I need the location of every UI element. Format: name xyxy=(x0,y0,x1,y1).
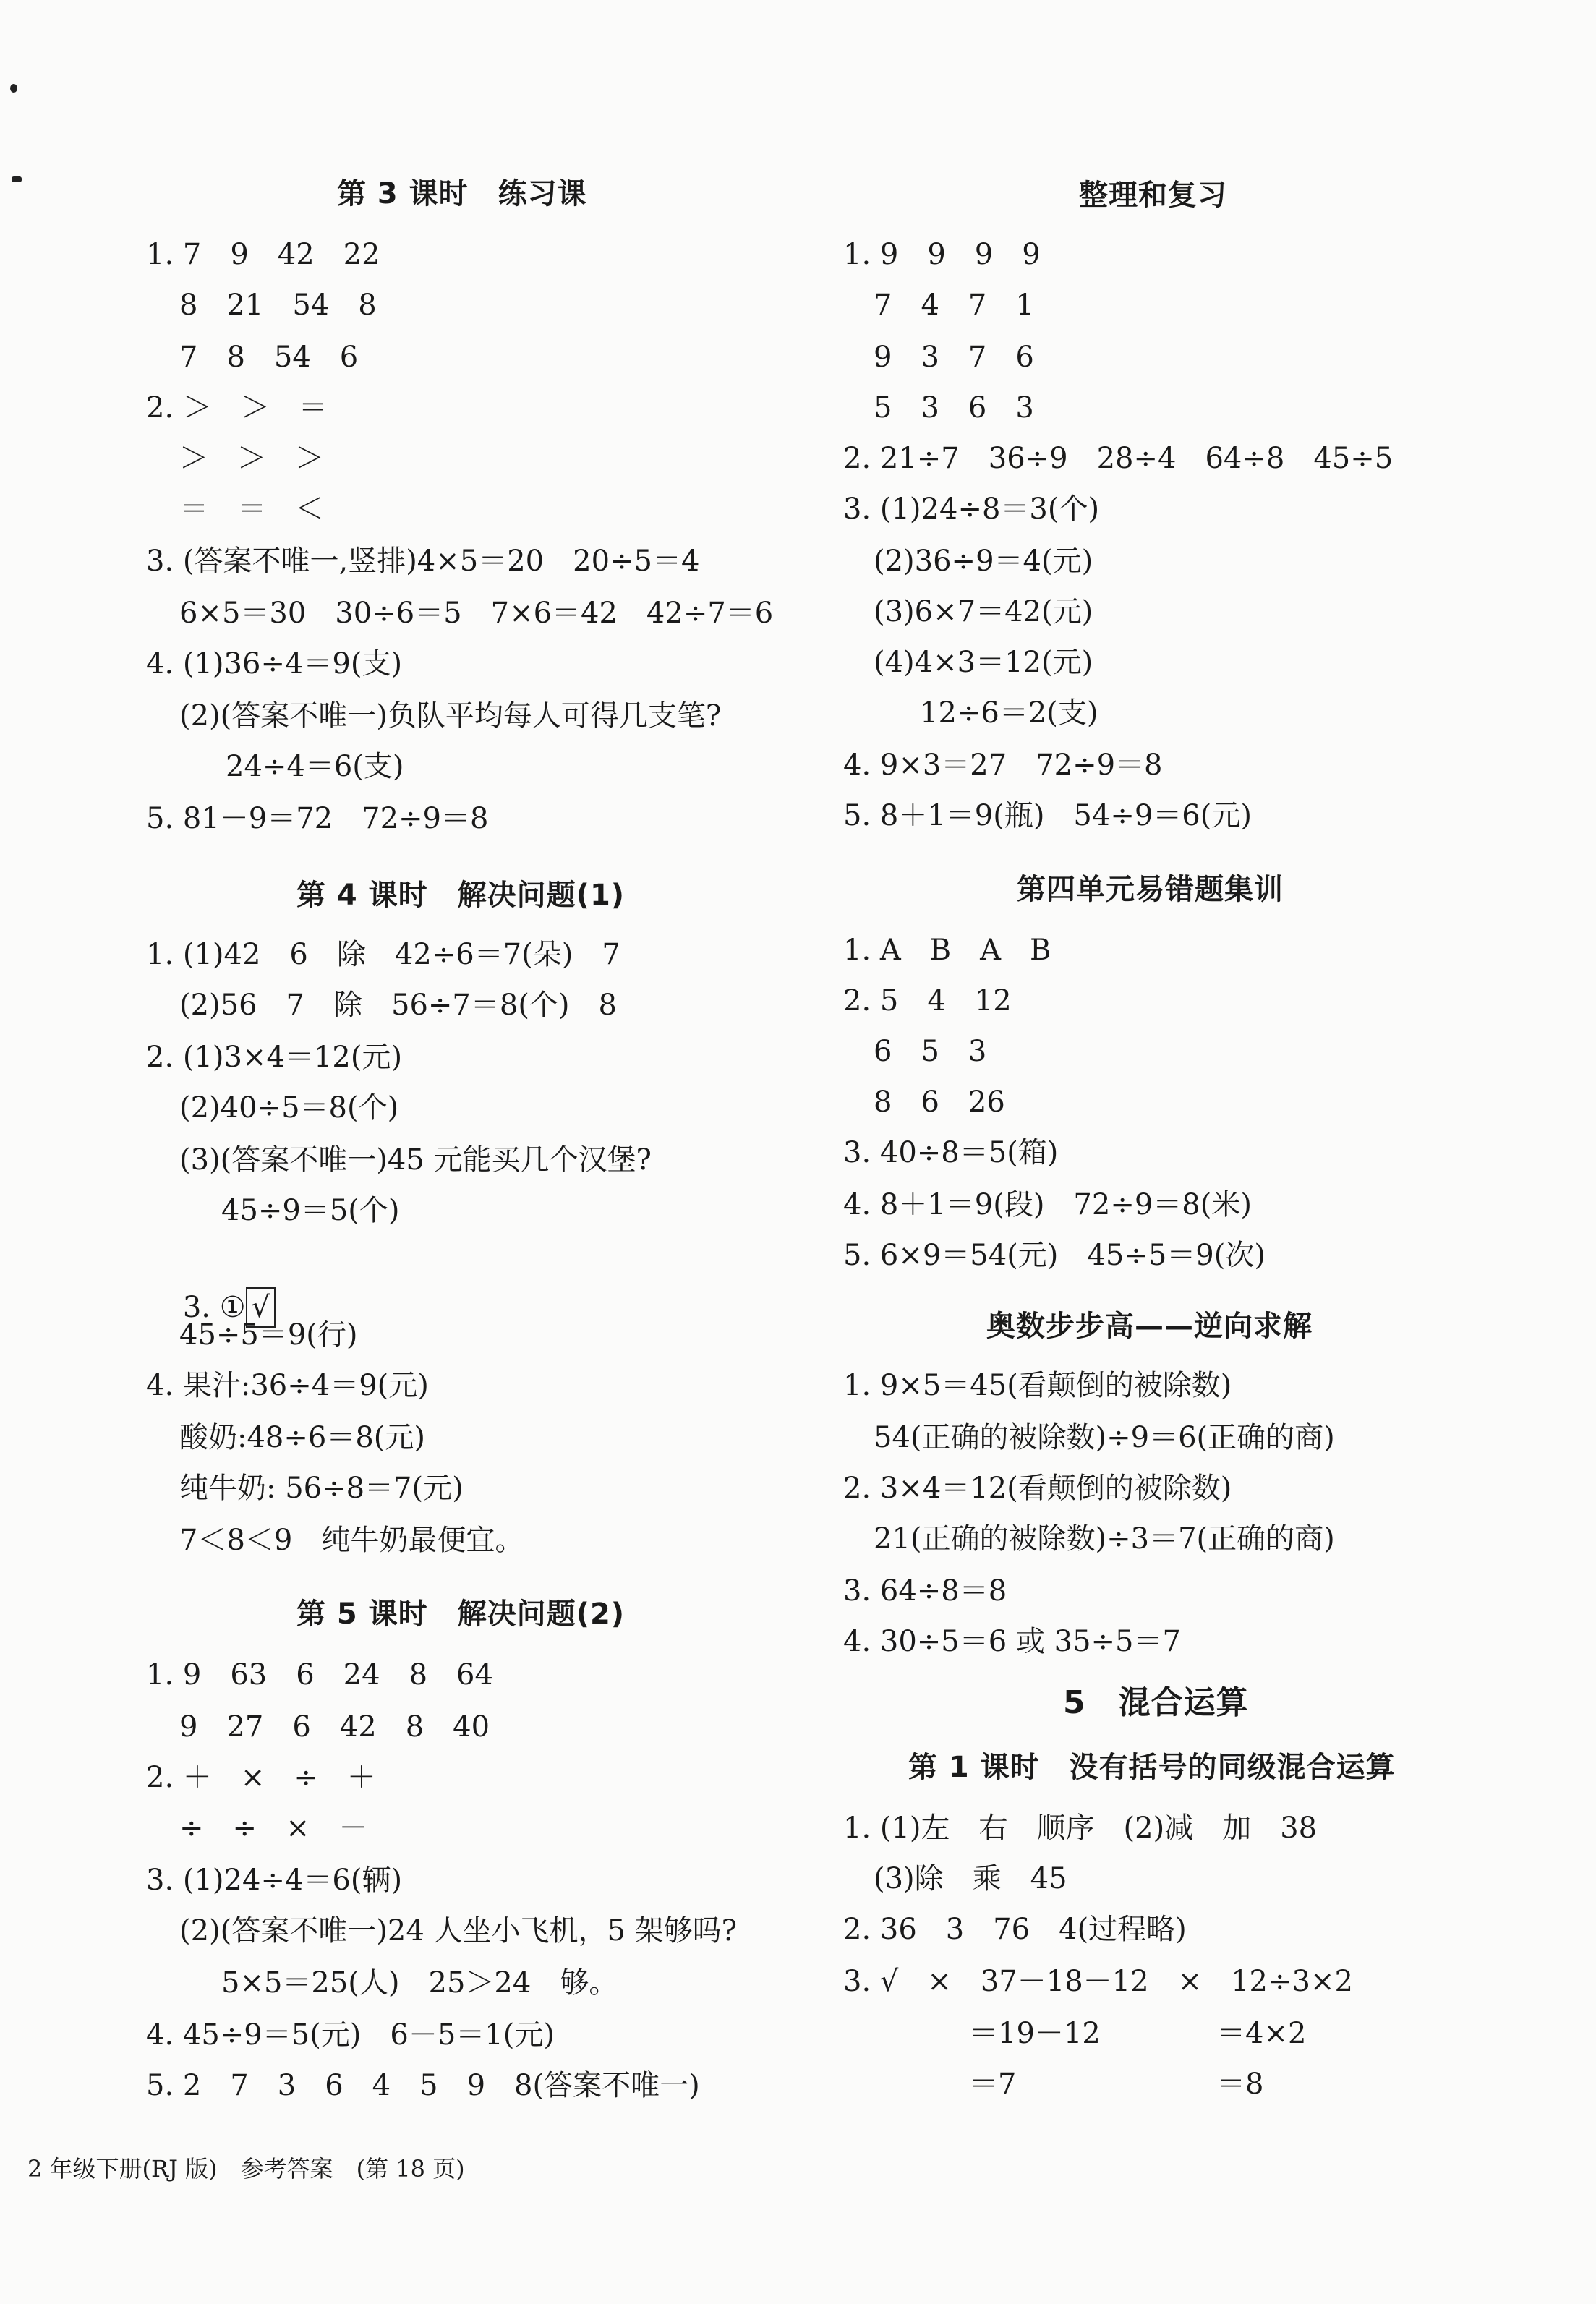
answer-line: (2)(答案不唯一)24 人坐小飞机，5 架够吗? xyxy=(179,1914,738,1947)
answer-line: 4. 9×3＝27 72÷9＝8 xyxy=(843,748,1163,782)
answer-line: ＝8 xyxy=(1216,2068,1264,2101)
answer-line: 7＜8＜9 纯牛奶最便宜。 xyxy=(179,1524,524,1557)
answer-line: 5 3 6 3 xyxy=(874,391,1034,424)
answer-line: 2. 21÷7 36÷9 28÷4 64÷8 45÷5 xyxy=(843,442,1394,475)
answer-line: 3. 64÷8＝8 xyxy=(843,1574,1007,1608)
answer-line: 9 27 6 42 8 40 xyxy=(179,1710,490,1744)
answer-line: ＝ ＝ ＜ xyxy=(179,492,324,526)
answer-line: 3. 40÷8＝5(箱) xyxy=(843,1136,1059,1169)
answer-line: (2)56 7 除 56÷7＝8(个) 8 xyxy=(179,989,617,1022)
answer-line: 3. (1)24÷4＝6(辆) xyxy=(146,1864,403,1897)
answer-line: 8 21 54 8 xyxy=(179,289,377,322)
answer-line: 12÷6＝2(支) xyxy=(920,696,1098,730)
answer-line: 2. ＋ × ÷ ＋ xyxy=(146,1761,376,1794)
answer-line: 8 6 26 xyxy=(874,1085,1005,1119)
answer-line: 21(正确的被除数)÷3＝7(正确的商) xyxy=(874,1522,1335,1556)
answer-line: 2. 5 4 12 xyxy=(843,984,1012,1017)
answer-line: 1. (1)42 6 除 42÷6＝7(朵) 7 xyxy=(146,938,620,971)
answer-line: 4. (1)36÷4＝9(支) xyxy=(146,647,403,680)
answer-line: 5. 2 7 3 6 4 5 9 8(答案不唯一) xyxy=(146,2069,700,2102)
scan-mark-dot xyxy=(10,84,17,93)
answer-line: (4)4×3＝12(元) xyxy=(874,646,1093,679)
answer-line: 4. 8＋1＝9(段) 72÷9＝8(米) xyxy=(843,1188,1252,1221)
answer-line: 6 5 3 xyxy=(874,1035,987,1068)
answer-line: 24÷4＝6(支) xyxy=(226,750,404,783)
answer-line: 7 8 54 6 xyxy=(179,341,359,374)
answer-line: ＝7 xyxy=(969,2068,1017,2101)
section-title: 奥数步步高——逆向求解 xyxy=(986,1310,1313,1343)
answer-line: 1. 9×5＝45(看颠倒的被除数) xyxy=(843,1369,1232,1402)
answer-line: 2. 3×4＝12(看颠倒的被除数) xyxy=(843,1472,1232,1505)
unit-title: 5 混合运算 xyxy=(1063,1684,1249,1721)
section-title: 第 3 课时 练习课 xyxy=(337,177,587,210)
scan-mark-tick xyxy=(12,176,22,182)
answer-line: 45÷9＝5(个) xyxy=(221,1194,400,1227)
answer-line: (2)36÷9＝4(元) xyxy=(874,545,1093,578)
section-title: 第 1 课时 没有括号的同级混合运算 xyxy=(908,1751,1396,1784)
section-title: 第 4 课时 解决问题(1) xyxy=(296,879,626,912)
answer-line: 1. A B A B xyxy=(843,934,1051,967)
answer-line: 5×5＝25(人) 25＞24 够。 xyxy=(221,1966,618,2000)
answer-line: ＞ ＞ ＞ xyxy=(179,442,324,475)
answer-line: (3)6×7＝42(元) xyxy=(874,595,1093,628)
answer-line: 6×5＝30 30÷6＝5 7×6＝42 42÷7＝6 xyxy=(179,597,774,630)
answer-line: 3. (答案不唯一,竖排)4×5＝20 20÷5＝4 xyxy=(146,545,700,578)
answer-line: 1. 9 63 6 24 8 64 xyxy=(146,1658,493,1691)
answer-line: 酸奶:48÷6＝8(元) xyxy=(179,1421,425,1454)
answer-line: ＝19－12 xyxy=(969,2017,1101,2050)
answer-line: 4. 30÷5＝6 或 35÷5＝7 xyxy=(843,1625,1181,1658)
answer-line: 45÷5＝9(行) xyxy=(179,1318,358,1352)
answer-line: 54(正确的被除数)÷9＝6(正确的商) xyxy=(874,1421,1335,1454)
answer-line: (3)(答案不唯一)45 元能买几个汉堡? xyxy=(179,1143,652,1177)
answer-line: (2)(答案不唯一)负队平均每人可得几支笔? xyxy=(179,699,722,733)
answer-line: ÷ ÷ × － xyxy=(179,1812,368,1845)
check-box: √ xyxy=(246,1287,276,1328)
question-prefix: 3. ① xyxy=(182,1291,246,1324)
answer-line: 4. 果汁:36÷4＝9(元) xyxy=(146,1369,429,1402)
answer-line: 1. 7 9 42 22 xyxy=(146,238,380,271)
answer-line: (3)除 乘 45 xyxy=(874,1862,1067,1895)
answer-line: ＝4×2 xyxy=(1216,2017,1307,2050)
answer-line: 3. (1)24÷8＝3(个) xyxy=(843,492,1100,526)
page-footer: 2 年级下册(RJ 版) 参考答案 (第 18 页) xyxy=(27,2155,465,2183)
answer-line: 4. 45÷9＝5(元) 6－5＝1(元) xyxy=(146,2018,555,2052)
answer-line: 2. 36 3 76 4(过程略) xyxy=(843,1913,1187,1946)
answer-line: 9 3 7 6 xyxy=(874,341,1034,374)
section-title: 第四单元易错题集训 xyxy=(1017,873,1284,906)
answer-line: 1. 9 9 9 9 xyxy=(843,238,1041,271)
answer-line: 1. (1)左 右 顺序 (2)减 加 38 xyxy=(843,1812,1318,1845)
answer-line: (2)40÷5＝8(个) xyxy=(179,1091,399,1125)
answer-line: 2. ＞ ＞ ＝ xyxy=(146,391,328,424)
answer-line: 3. √ × 37－18－12 × 12÷3×2 xyxy=(843,1965,1353,1998)
answer-line: 5. 6×9＝54(元) 45÷5＝9(次) xyxy=(843,1239,1266,1272)
answer-line: 5. 8＋1＝9(瓶) 54÷9＝6(元) xyxy=(843,799,1252,832)
answer-line: 纯牛奶: 56÷8＝7(元) xyxy=(179,1472,464,1505)
answer-line: 7 4 7 1 xyxy=(874,289,1034,322)
section-title: 第 5 课时 解决问题(2) xyxy=(296,1597,626,1631)
answer-line: 5. 81－9＝72 72÷9＝8 xyxy=(146,802,489,835)
answer-line: 2. (1)3×4＝12(元) xyxy=(146,1041,403,1074)
section-title: 整理和复习 xyxy=(1079,179,1227,212)
